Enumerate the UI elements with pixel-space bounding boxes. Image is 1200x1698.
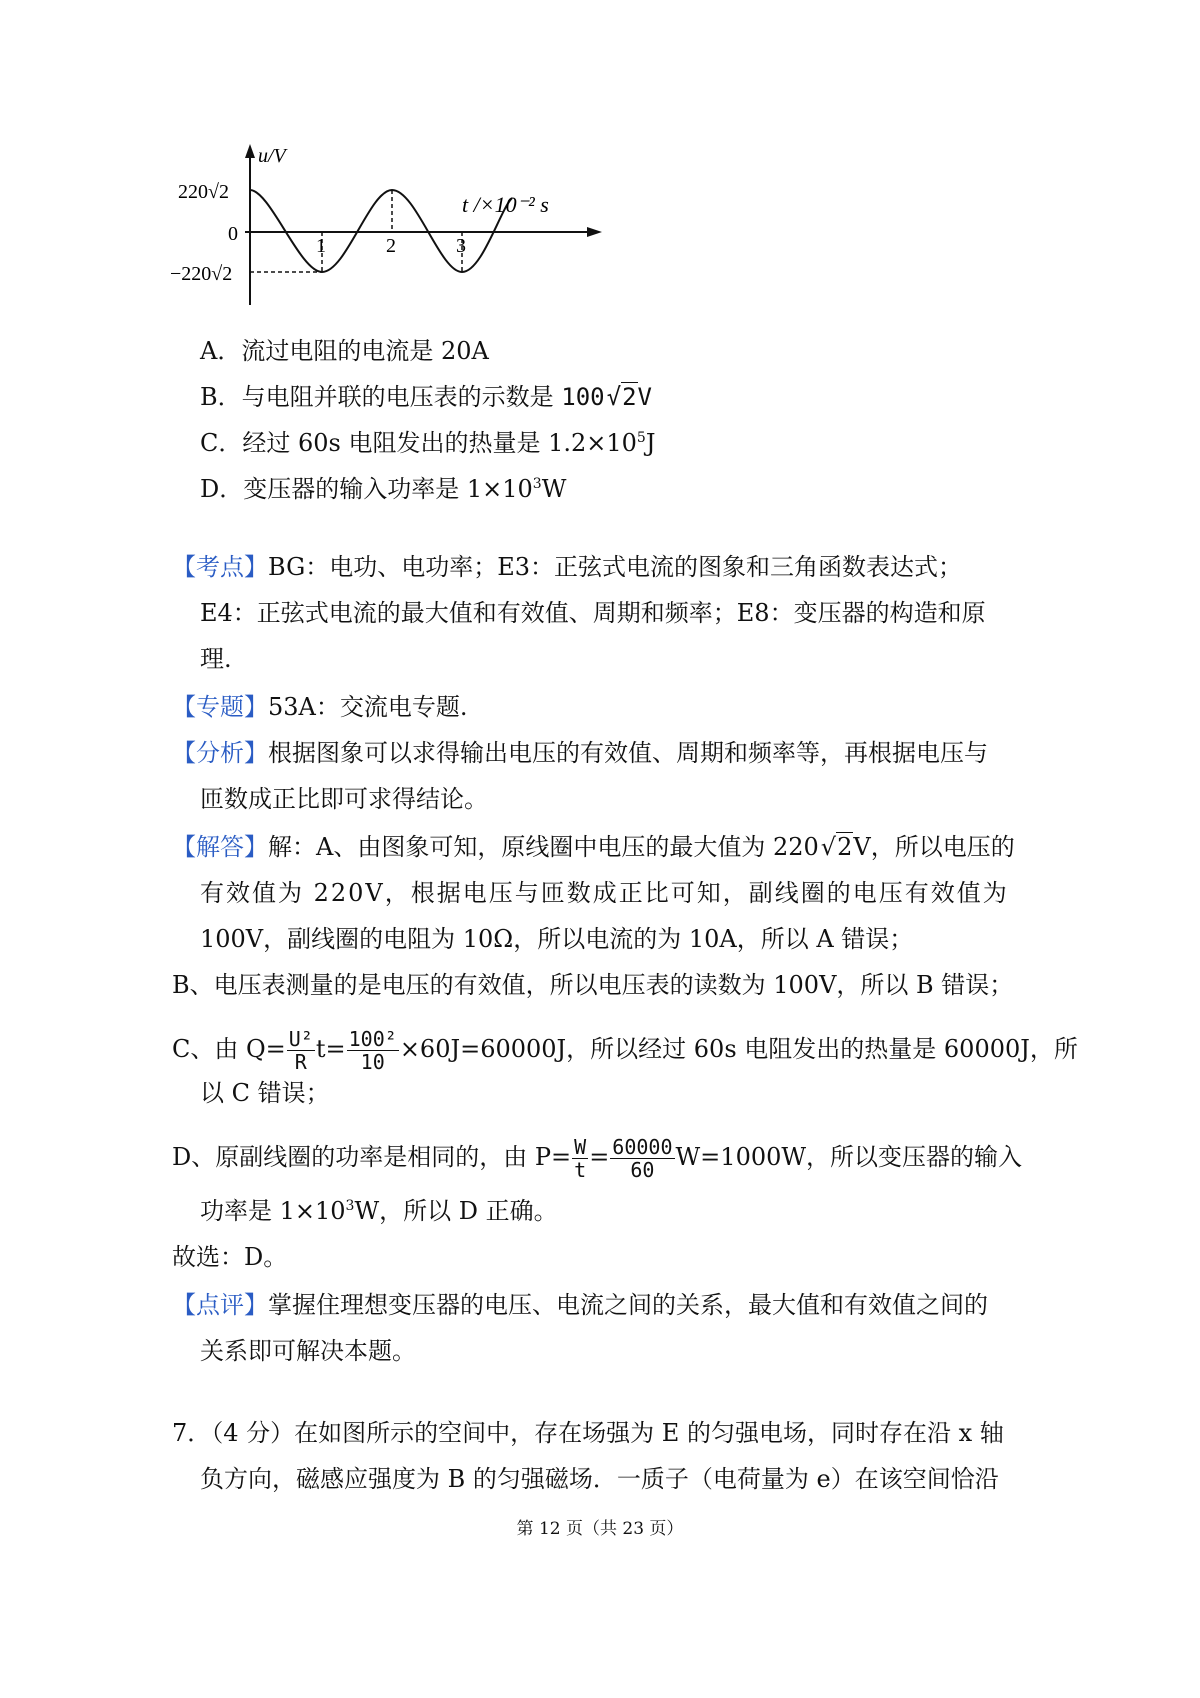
jieda-tag: 【解答】	[172, 833, 268, 861]
question-7-line-1: 7．（4 分）在如图所示的空间中，存在场强为 E 的匀强电场，同时存在沿 x 轴	[172, 1419, 1004, 1447]
fraction-w-over-t: $\frac{W}{t}$	[574, 1135, 587, 1182]
jieda-line-2: 有效值为 220V，根据电压与匝数成正比可知，副线圈的电压有效值为	[200, 879, 1009, 907]
y-axis-label: u/V	[258, 145, 286, 167]
tick-label-3: 3	[456, 235, 466, 257]
fenxi-line-2: 匝数成正比即可求得结论。	[200, 785, 488, 813]
tick-label-2: 2	[386, 235, 396, 257]
voltage-time-graph	[170, 140, 610, 315]
option-c: C．经过 60s 电阻发出的热量是 $1.2\times 10^5J$	[200, 429, 656, 457]
kaodian-line-3: 理.	[200, 645, 232, 673]
jieda-line-6: 以 C 错误；	[200, 1079, 330, 1107]
fenxi-line-1: 【分析】根据图象可以求得输出电压的有效值、周期和频率等，再根据电压与	[172, 739, 988, 767]
question-7-line-2: 负方向，磁感应强度为 B 的匀强磁场．一质子（电荷量为 e）在该空间恰沿	[200, 1465, 999, 1493]
fraction-60000-over-60: $\frac{60000}{60}$	[612, 1135, 673, 1182]
option-b-value: 100√2V	[561, 383, 652, 411]
kaodian-line-1: 【考点】BG：电功、电功率；E3：正弦式电流的图象和三角函数表达式；	[172, 553, 963, 581]
kaodian-tag: 【考点】	[172, 553, 268, 581]
jieda-line-4: B、电压表测量的是电压的有效值，所以电压表的读数为 100V，所以 B 错误；	[172, 971, 1014, 999]
x-axis-arrow	[587, 227, 602, 237]
y-max-label: 220√2	[178, 181, 229, 203]
jieda-line-3: 100V，副线圈的电阻为 10Ω，所以电流的为 10A，所以 A 错误；	[200, 925, 914, 953]
jieda-line-7: D、原副线圈的功率是相同的，由 P= $\frac{W}{t}$ = $\frac{60000}{60}$ W=1000W，所以变压器的输入	[172, 1135, 1023, 1182]
zero-label: 0	[228, 223, 238, 245]
fraction-u2-over-r: $\frac{\text{U²}}{R}$	[288, 1027, 313, 1074]
tick-label-1: 1	[316, 235, 326, 257]
dianping-line-2: 关系即可解决本题。	[200, 1337, 416, 1365]
jieda-line-1: 【解答】解：A、由图象可知，原线圈中电压的最大值为 220√2V，所以电压的	[172, 833, 1015, 861]
fenxi-tag: 【分析】	[172, 739, 268, 767]
fraction-100sq-over-10: $\frac{\text{100²}}{10}$	[348, 1027, 397, 1074]
option-d: D．变压器的输入功率是 $1\times 10^3W$	[200, 475, 567, 503]
y-axis-arrow	[245, 144, 255, 158]
x-axis-label: t /×10⁻² s	[462, 192, 549, 217]
page-footer: 第 12 页（共 23 页）	[516, 1519, 684, 1539]
option-a: A．流过电阻的电流是 20A	[200, 337, 489, 365]
dianping-line-1: 【点评】掌握住理想变压器的电压、电流之间的关系，最大值和有效值之间的	[172, 1291, 988, 1319]
kaodian-line-2: E4：正弦式电流的最大值和有效值、周期和频率；E8：变压器的构造和原	[200, 599, 986, 627]
zhuanti-tag: 【专题】	[172, 693, 268, 721]
zhuanti-line: 【专题】53A：交流电专题.	[172, 693, 468, 721]
y-min-label: −220√2	[170, 263, 233, 285]
jieda-line-9: 故选：D。	[172, 1243, 288, 1271]
jieda-line-8: 功率是 $1\times 10^3W$，所以 D 正确。	[200, 1197, 558, 1225]
option-b	[200, 382, 652, 412]
option-b-text: B．与电阻并联的电压表的示数是	[200, 383, 562, 411]
jieda-line-5: C、由 Q= $\frac{\text{U²}}{R}$ t= $\frac{\text{100²}}{10}$ ×60J=60000J，所以经过 60s 电阻发出的热量是 60000J，所	[172, 1027, 1078, 1074]
dianping-tag: 【点评】	[172, 1291, 268, 1319]
